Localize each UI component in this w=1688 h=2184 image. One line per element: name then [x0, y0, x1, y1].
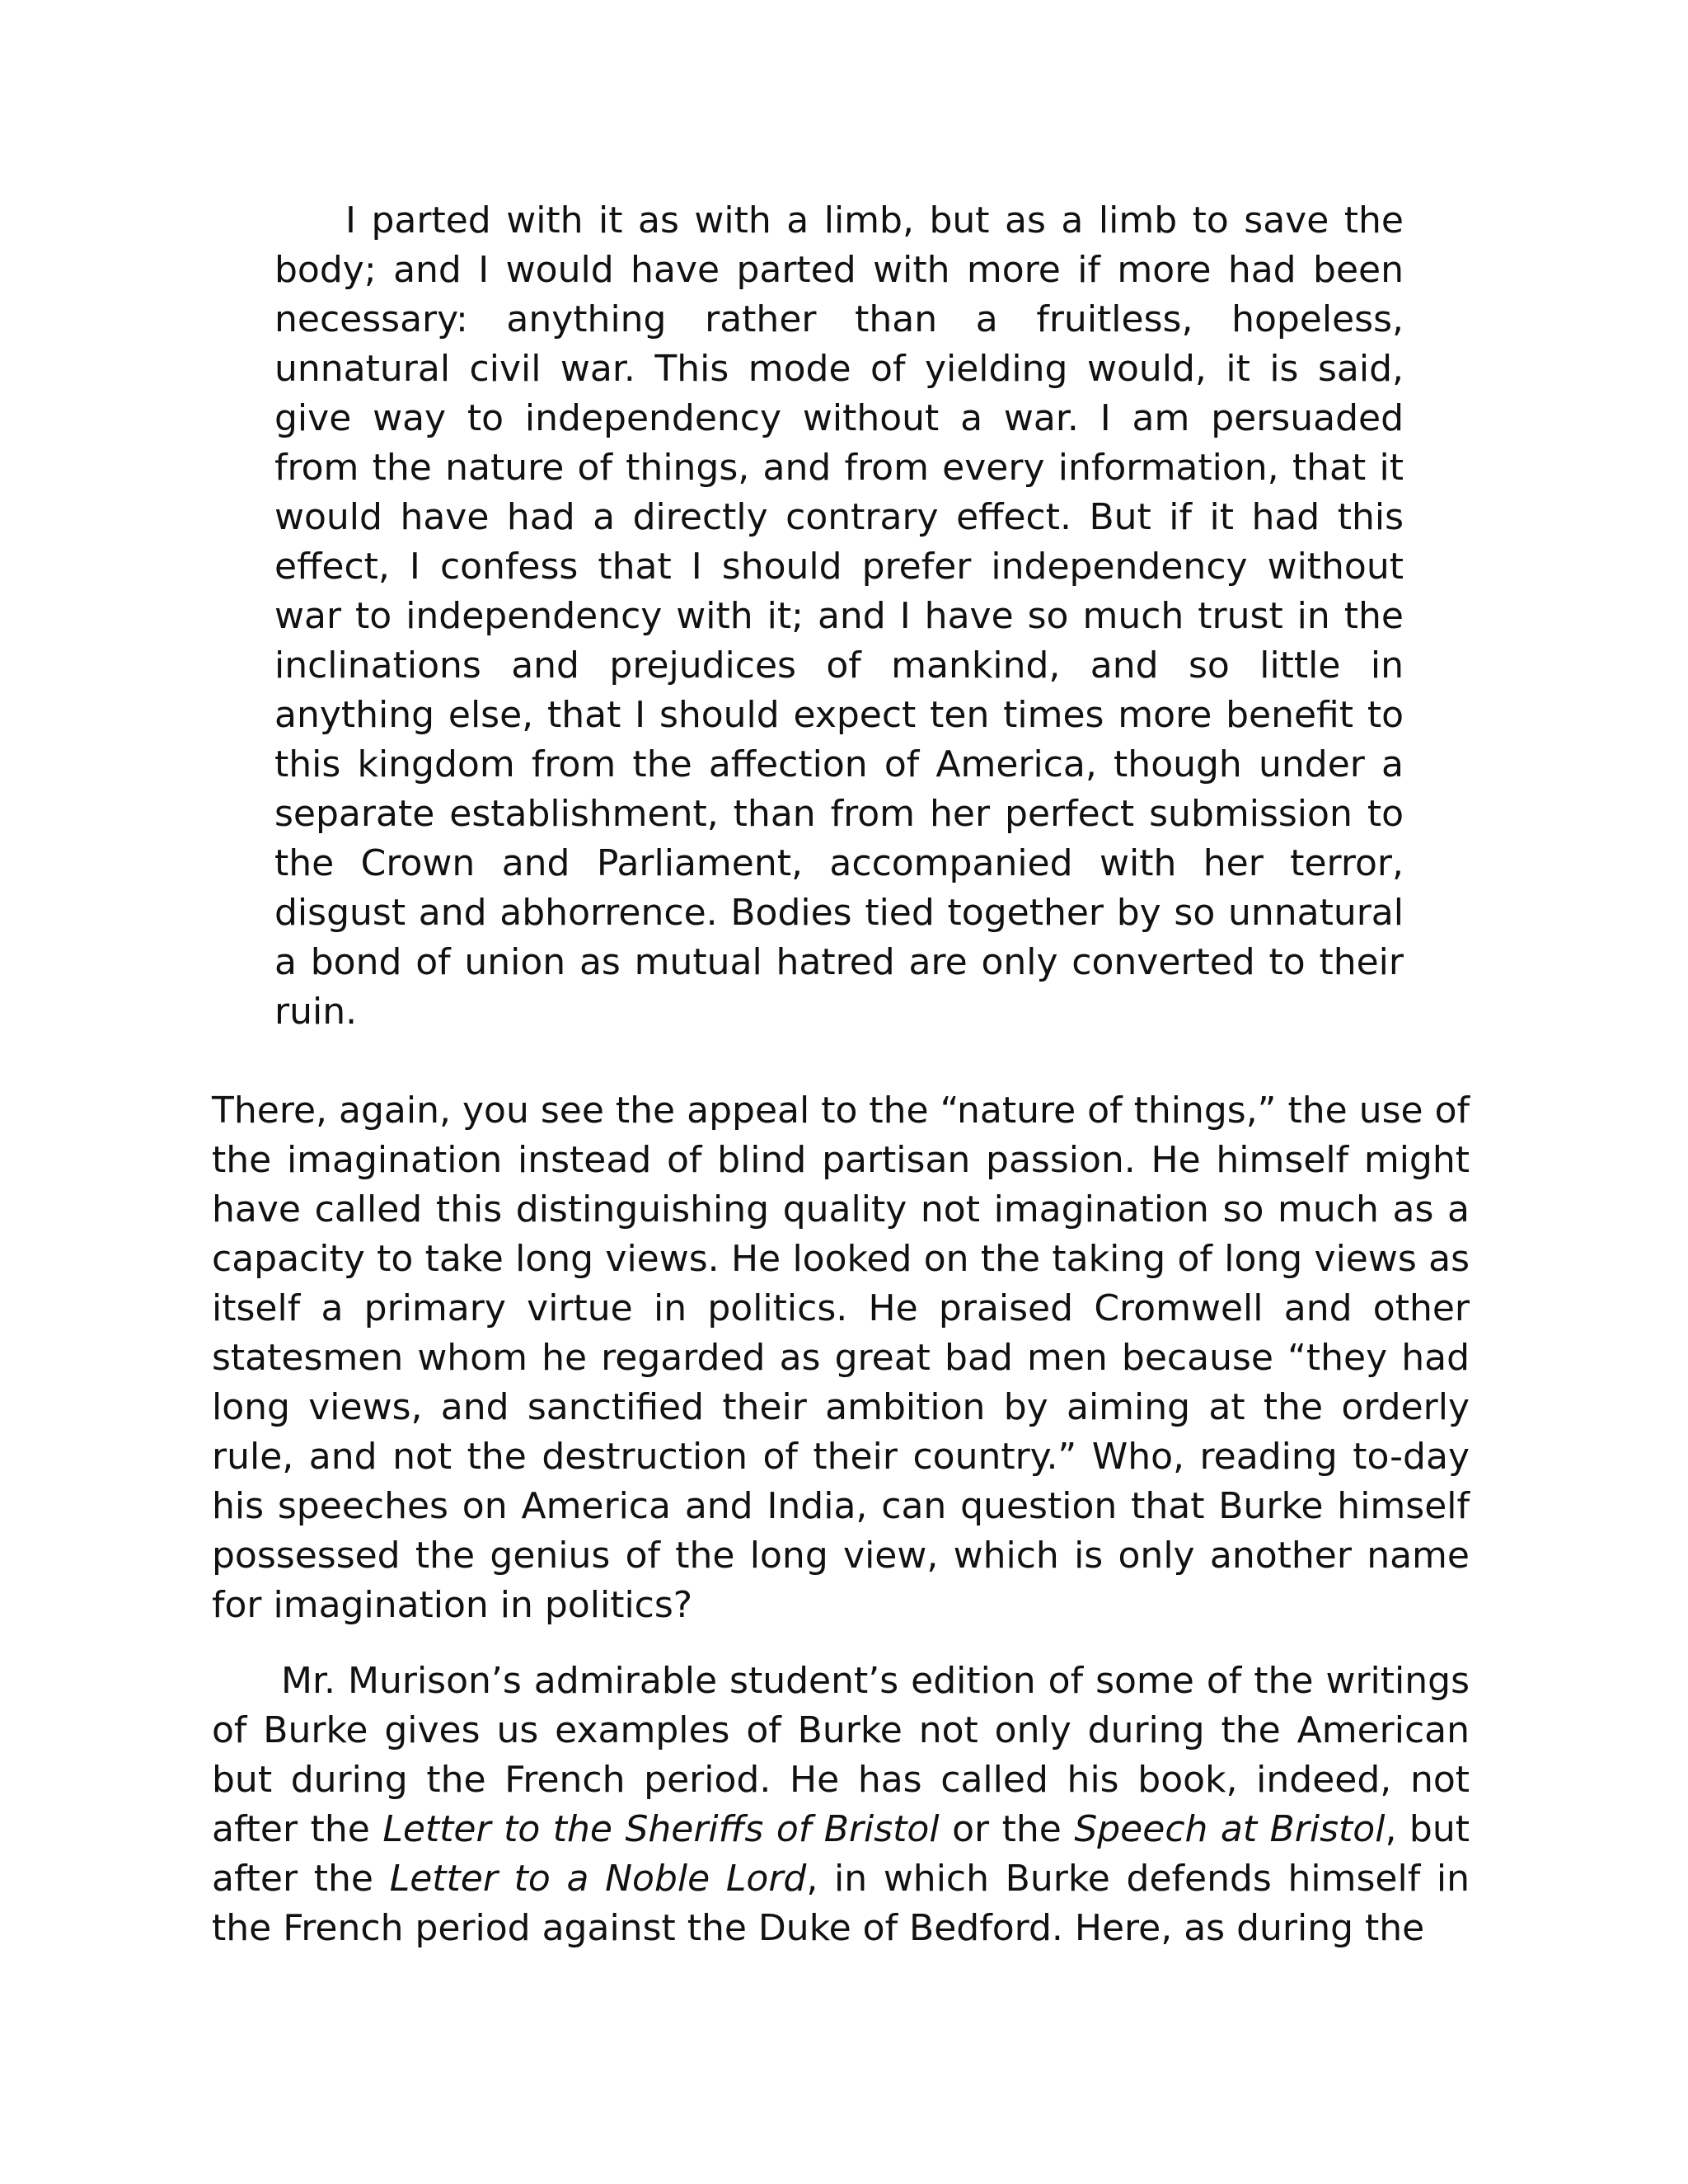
block-quote: I parted with it as with a limb, but as a limb to save the body; and I would have parted with more if more had been necessary: anything rather than a fruitless, hopeless, unnatural civil war. This mode of yielding would, it is said, give way to independency without a war. I am persuaded from the nature of things, and from every information, that it would have had a directly contrary effect. But if it had this effect, I confess that I should prefer independency without war to independency with it; and I have so much trust in the inclinations and prejudices of mankind, and so little in anything else, that I should expect ten times more benefit to this kingdom from the affection of America, though under a separate establishment, than from her perfect submission to the Crown and Parliament, accompanied with her terror, disgust and abhorrence. Bodies tied together by so unnatural a bond of union as mutual hatred are only converted to their ruin.	[274, 199, 1404, 1033]
paragraph-2	[212, 1657, 1470, 1953]
title-letter-to-noble-lord: Letter to a Noble Lord	[389, 1858, 807, 1900]
paragraph-2-text-3: , but after the	[212, 1808, 1470, 1900]
title-letter-to-sheriffs: Letter to the Sheriffs of Bristol	[382, 1808, 940, 1850]
paragraph-2-text-1: Mr. Murison’s admirable student’s edition of some of the writings of Burke gives us examples of Burke not only during the American but during the French period. He has called his book, indeed, not after the	[212, 1660, 1470, 1850]
title-speech-at-bristol: Speech at Bristol	[1074, 1808, 1386, 1850]
paragraph-2-text-2: or the	[939, 1808, 1075, 1850]
paragraph-2-text-4: , in which Burke defends himself in the French period against the Duke of Bedford. Here, as during the	[212, 1858, 1470, 1949]
paragraph-1: There, again, you see the appeal to the “nature of things,” the use of the imagination instead of blind partisan passion. He himself might have called this distinguishing quality not imagination so much as a capacity to take long views. He looked on the taking of long views as itself a primary virtue in politics. He praised Cromwell and other statesmen whom he regarded as great bad men because “they had long views, and sanctified their ambition by aiming at the orderly rule, and not the destruction of their country.” Who, reading to-day his speeches on America and India, can question that Burke himself possessed the genius of the long view, which is only another name for imagination in politics?	[212, 1090, 1470, 1626]
